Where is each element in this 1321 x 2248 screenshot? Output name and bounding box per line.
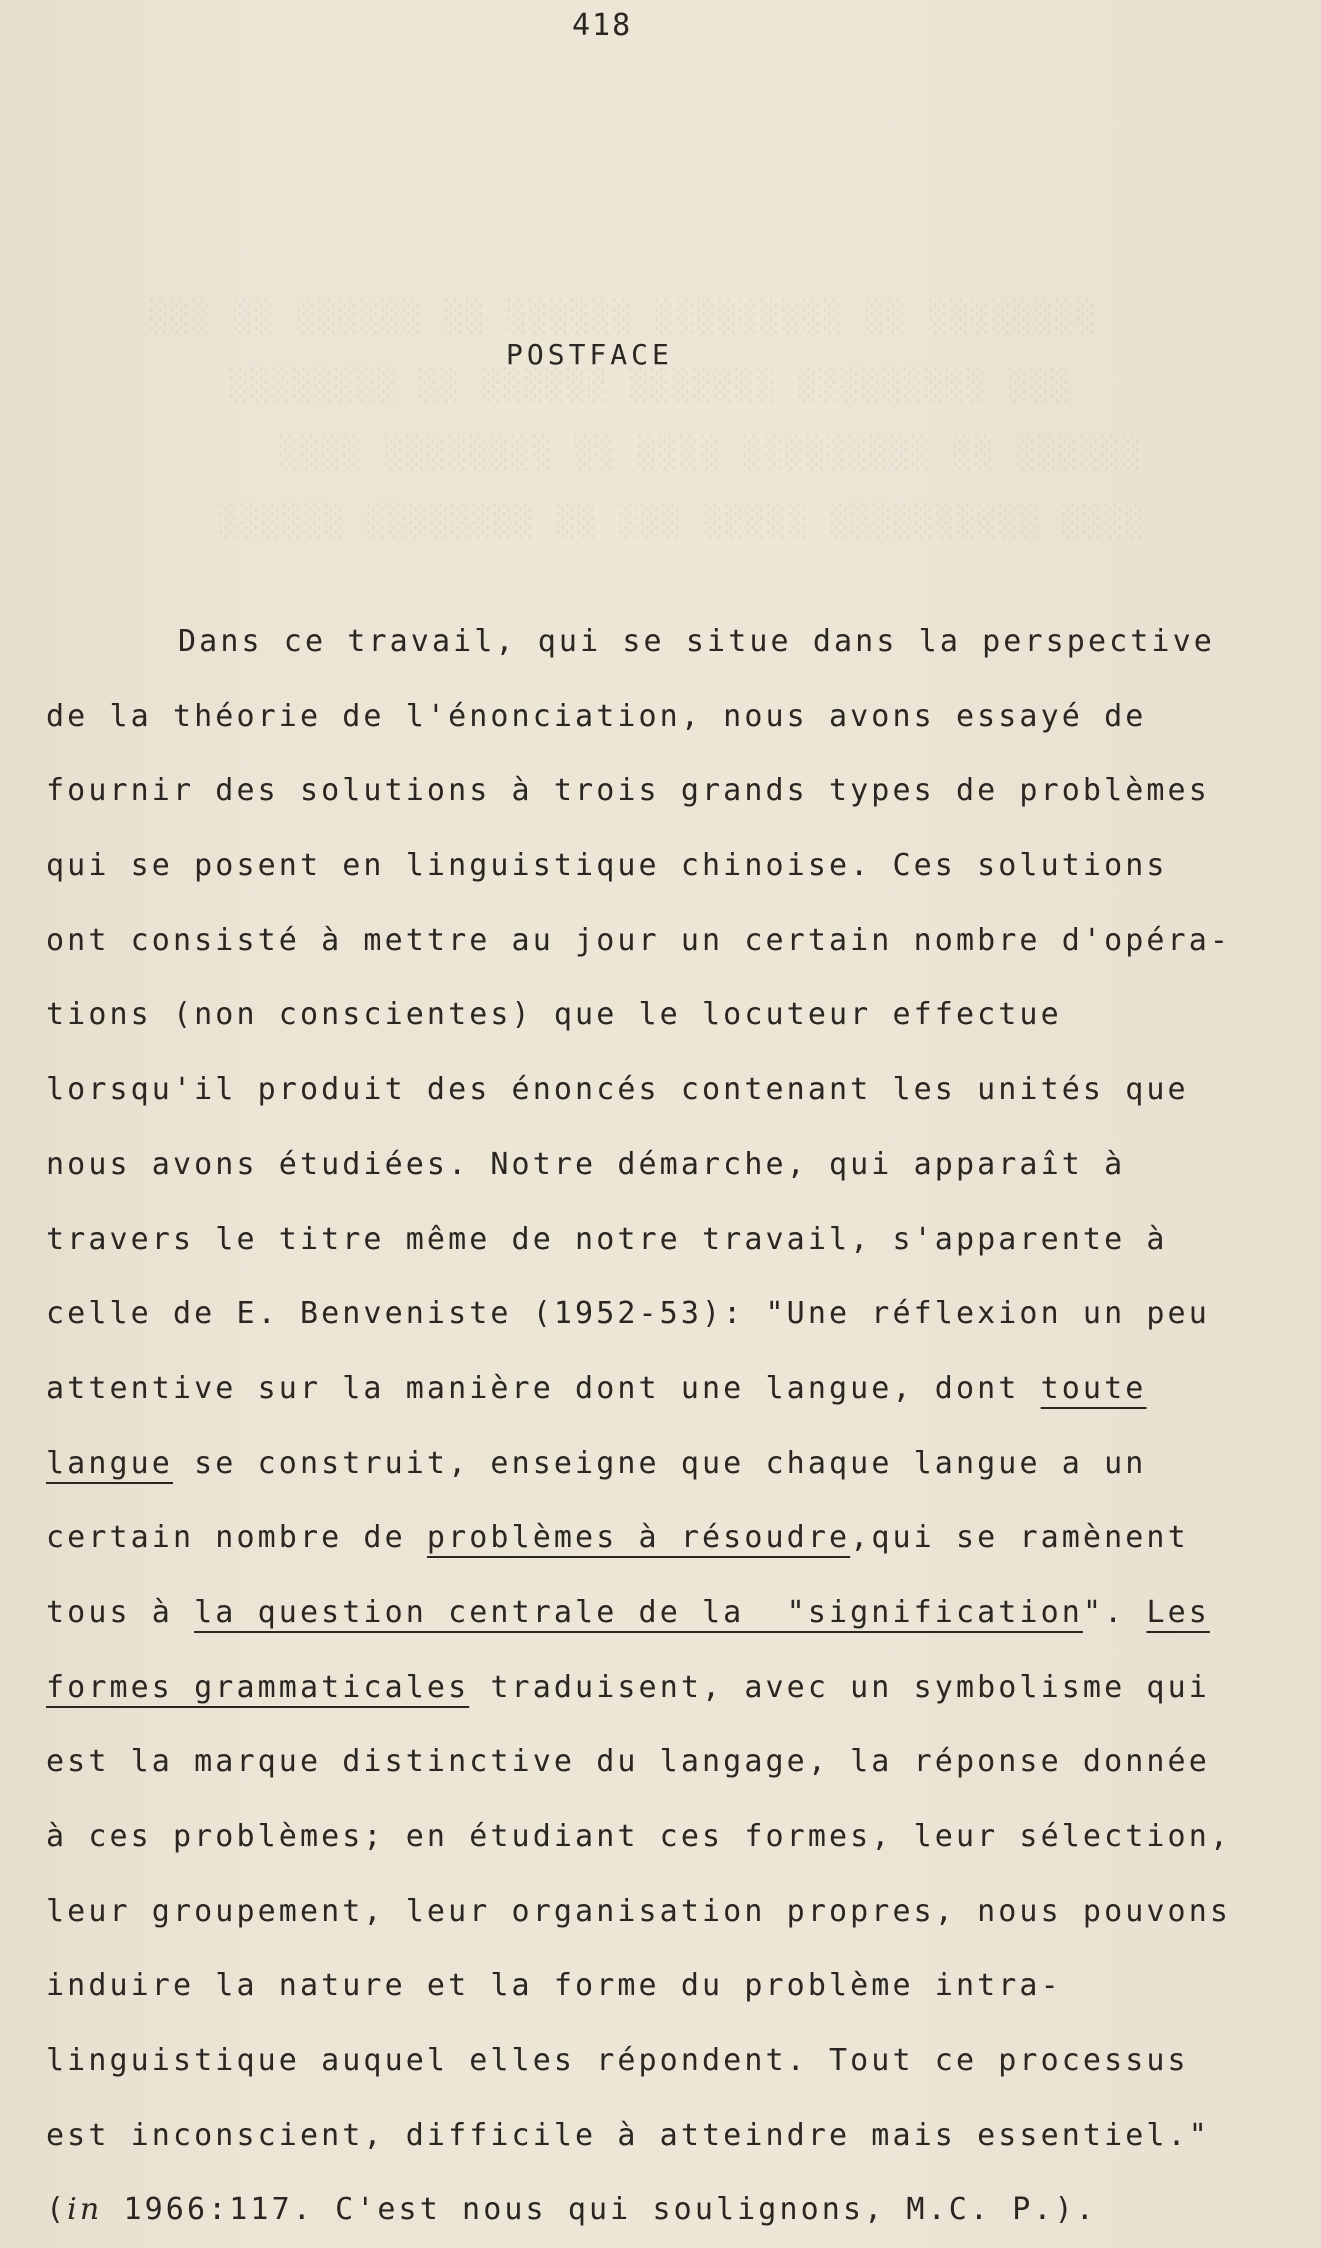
text-line	[46, 2188, 1286, 2248]
text-line	[46, 1666, 1286, 1741]
text-line	[46, 2039, 1286, 2114]
text-line	[46, 695, 1286, 770]
italic-text: in	[67, 2192, 103, 2228]
text-segment: attentive sur la manière dont une langue, dont	[46, 1370, 1041, 1406]
show-through-texture: ░░░░ ░░░░░░░░ ░░ ░░░░ ░░░░░░░░░ ░░ ░░░░░░	[280, 436, 1144, 471]
underlined-text: formes grammaticales	[46, 1669, 470, 1705]
show-through-texture: ░░░░░░ ░░░░░░░░ ░░ ░░░ ░░░░░ ░░░░░░░░░░ ░░░░	[220, 504, 1147, 539]
text-segment: certain nombre de	[46, 1520, 427, 1556]
text-line	[46, 993, 1286, 1068]
text-segment: est la marque distinctive du langage, la réponse donnée	[46, 1744, 1210, 1780]
text-line	[46, 620, 1286, 695]
text-line	[46, 1815, 1286, 1890]
text-segment: à ces problèmes; en étudiant ces formes, leur sélection,	[46, 1819, 1232, 1854]
text-segment: lorsqu'il produit des énoncés contenant les unités que	[46, 1072, 1189, 1108]
text-line	[46, 1740, 1286, 1815]
show-through-texture: ░░░ ░░ ░░░░░░ ░░ ░░░░░░ ░░░░░░░░░ ░░ ░░░░░░░░	[150, 300, 1098, 335]
page-title: POSTFACE	[506, 338, 673, 371]
text-line	[46, 2114, 1286, 2189]
text-line	[46, 1516, 1286, 1591]
text-segment: nous avons étudiées. Notre démarche, qui apparaît à	[46, 1146, 1126, 1182]
text-segment: induire la nature et la forme du problème intra-	[46, 1968, 1062, 2004]
text-line	[46, 844, 1286, 919]
text-segment: Dans ce travail, qui se situe dans la perspective	[178, 624, 1215, 659]
text-line	[46, 1591, 1286, 1666]
text-segment: (	[46, 2192, 68, 2228]
text-segment: travers le titre même de notre travail, s'apparente à	[46, 1221, 1168, 1257]
body-paragraph	[46, 620, 1286, 2248]
text-segment: linguistique auquel elles répondent. Tout ce processus	[46, 2043, 1189, 2079]
text-segment: tions (non conscientes) que le locuteur effectue	[46, 997, 1062, 1033]
text-line	[46, 1367, 1286, 1442]
underlined-text: toute	[1040, 1370, 1147, 1406]
text-line	[46, 1068, 1286, 1143]
text-segment: de la théorie de l'énonciation, nous avons essayé de	[46, 698, 1147, 734]
text-segment: ont consisté à mettre au jour un certain nombre d'opéra-	[46, 922, 1232, 958]
text-line	[46, 1964, 1286, 2039]
text-line	[46, 1890, 1286, 1965]
text-line	[46, 1218, 1286, 1293]
text-segment: celle de E. Benveniste (1952-53): "Une réflexion un peu	[46, 1296, 1210, 1332]
text-segment: traduisent, avec un symbolisme qui	[469, 1669, 1210, 1705]
show-through-texture: ░░░░░░░░ ░░ ░░░░░░ ░░░░░░░ ░░░░░░░░░ ░░░	[230, 368, 1073, 403]
text-segment: 1966:117. C'est nous qui soulignons, M.C. P.).	[102, 2192, 1097, 2228]
underlined-text: langue	[46, 1445, 173, 1481]
underlined-text: problèmes à résoudre	[426, 1520, 851, 1556]
text-segment: est inconscient, difficile à atteindre mais essentiel."	[46, 2117, 1210, 2153]
page-number: 418	[572, 8, 633, 43]
text-segment: ,qui se ramènent	[850, 1520, 1189, 1556]
text-segment: ".	[1082, 1594, 1147, 1630]
text-line	[46, 919, 1286, 994]
underlined-text: la question centrale de la "signification	[194, 1594, 1083, 1630]
text-segment: qui se posent en linguistique chinoise. Ces solutions	[46, 848, 1168, 884]
text-line	[46, 769, 1286, 844]
text-segment: tous à	[46, 1594, 195, 1630]
text-segment: leur groupement, leur organisation propres, nous pouvons	[46, 1893, 1232, 1929]
text-line	[46, 1442, 1286, 1517]
text-line	[46, 1143, 1286, 1218]
text-segment: se construit, enseigne que chaque langue a un	[172, 1445, 1147, 1481]
text-segment: fournir des solutions à trois grands types de problèmes	[46, 773, 1210, 809]
text-line	[46, 1292, 1286, 1367]
underlined-text: Les	[1146, 1594, 1210, 1630]
